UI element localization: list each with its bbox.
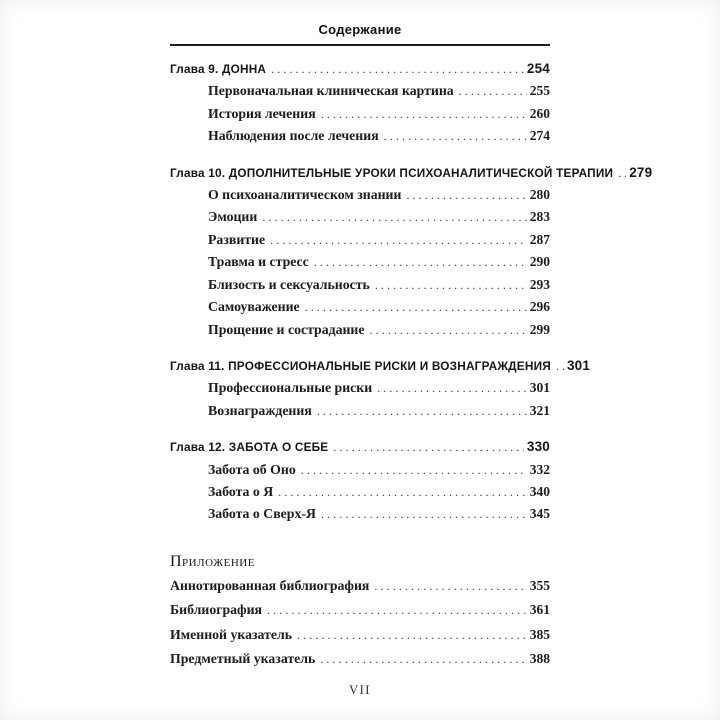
toc-entry-label: Забота об Оно: [208, 461, 296, 477]
toc-sub-row: [170, 503, 550, 525]
toc-sub-row: [170, 125, 550, 147]
toc-sub-row: [170, 400, 550, 422]
toc-entry-page: 345: [529, 506, 550, 522]
toc-entry-label: Самоуважение: [208, 299, 300, 315]
toc-entry-page: 280: [529, 186, 550, 202]
toc-entry-page: 340: [529, 483, 550, 499]
toc-entry-label: Профессиональные риски: [208, 380, 373, 396]
toc-entry-page: 287: [529, 231, 550, 247]
toc-entry-label: Наблюдения после лечения: [208, 128, 379, 144]
dotted-leader: [377, 381, 527, 395]
dotted-leader: [618, 167, 626, 180]
toc-entry-page: 290: [529, 254, 550, 270]
toc-chapter-row: [170, 436, 550, 458]
toc-entry-label: Аннотированная библиография: [170, 577, 370, 593]
toc-entry-label: О психоаналитическом знании: [208, 186, 402, 202]
dotted-leader: [321, 507, 527, 521]
toc-entry-page: 385: [529, 626, 550, 642]
toc-entry-label: Забота о Сверх-Я: [208, 506, 316, 522]
toc-sub-row: [170, 274, 550, 296]
toc-entry-label: Предметный указатель: [170, 651, 316, 667]
dotted-leader: [374, 579, 526, 593]
toc-entry-page: 279: [629, 164, 653, 180]
dotted-leader: [271, 63, 524, 76]
toc-entry-page: 296: [529, 299, 550, 315]
toc-sub-row: [170, 459, 550, 481]
dotted-leader: [317, 404, 527, 418]
toc-entry-page: 260: [529, 105, 550, 121]
toc-entry-page: 361: [529, 602, 550, 618]
dotted-leader: [333, 441, 523, 454]
dotted-leader: [297, 628, 527, 642]
toc-entry-page: 254: [526, 61, 550, 76]
toc-sub-row: [170, 229, 550, 251]
toc-entry-page: 301: [529, 380, 550, 396]
toc-entry-page: 293: [529, 276, 550, 292]
toc-entry-label: Забота о Я: [208, 483, 274, 499]
toc-entry-page: 255: [529, 83, 550, 99]
dotted-leader: [459, 84, 527, 98]
toc-entry-label: История лечения: [208, 105, 316, 121]
dotted-leader: [406, 188, 526, 202]
toc-sub-row: [170, 251, 550, 273]
table-of-contents: [170, 58, 653, 672]
toc-sub-row: [170, 377, 550, 399]
toc-entry-label: Глава 12. ЗАБОТА О СЕБЕ: [170, 440, 329, 455]
dotted-leader: [267, 603, 527, 617]
dotted-leader: [320, 652, 526, 666]
dotted-leader: [270, 233, 527, 247]
toc-entry-label: Прощение и сострадание: [208, 321, 365, 337]
dotted-leader: [301, 463, 527, 477]
toc-entry-label: Глава 11. ПРОФЕССИОНАЛЬНЫЕ РИСКИ И ВОЗНАГРАЖДЕНИЯ: [170, 359, 551, 374]
toc-chapter-row: [170, 355, 591, 377]
dotted-leader: [305, 300, 527, 314]
toc-chapter-row: [170, 162, 653, 184]
toc-entry-label: Травма и стресс: [208, 254, 309, 270]
toc-sub-row: [170, 481, 550, 503]
toc-appendix-row: [170, 647, 550, 671]
dotted-leader: [321, 107, 527, 121]
footer-page-number: VII: [349, 683, 371, 697]
dotted-leader: [278, 485, 527, 499]
toc-sub-row: [170, 319, 550, 341]
toc-entry-label: Вознаграждения: [208, 402, 312, 418]
toc-sub-row: [170, 184, 550, 206]
toc-entry-page: 330: [526, 439, 550, 455]
dotted-leader: [384, 129, 527, 143]
toc-entry-label: Эмоции: [208, 209, 258, 225]
toc-sub-row: [170, 296, 550, 318]
toc-entry-page: 332: [529, 461, 550, 477]
toc-sub-row: [170, 103, 550, 125]
toc-appendix-row: [170, 598, 550, 622]
dotted-leader: [314, 255, 527, 269]
toc-appendix-row: [170, 623, 550, 647]
toc-entry-label: Именной указатель: [170, 626, 293, 642]
toc-content: [170, 0, 653, 672]
toc-entry-label: Близость и сексуальность: [208, 276, 370, 292]
toc-entry-page: 301: [566, 358, 591, 374]
page-title: Содержание: [318, 22, 402, 37]
toc-sub-row: [170, 80, 550, 102]
toc-entry-page: 321: [529, 402, 550, 418]
appendix-heading: Приложение: [170, 552, 255, 570]
toc-entry-page: 355: [529, 577, 550, 593]
toc-entry-label: Библиография: [170, 602, 263, 618]
toc-entry-label: Глава 10. ДОПОЛНИТЕЛЬНЫЕ УРОКИ ПСИХОАНАЛИТИЧЕСКОЙ ТЕРАПИИ: [170, 165, 614, 180]
dotted-leader: [556, 360, 564, 373]
toc-entry-page: 274: [529, 128, 550, 144]
toc-entry-page: 299: [529, 321, 550, 337]
header-rule: [170, 44, 550, 46]
toc-entry-label: Развитие: [208, 231, 266, 247]
toc-entry-label: Глава 9. ДОННА: [170, 62, 267, 76]
toc-appendix-row: [170, 574, 550, 598]
dotted-leader: [262, 210, 526, 224]
toc-sub-row: [170, 206, 550, 228]
toc-entry-label: Первоначальная клиническая картина: [208, 83, 454, 99]
dotted-leader: [375, 278, 527, 292]
toc-chapter-row: [170, 58, 550, 80]
toc-entry-page: 388: [529, 651, 550, 667]
toc-entry-page: 283: [529, 209, 550, 225]
dotted-leader: [370, 323, 527, 337]
